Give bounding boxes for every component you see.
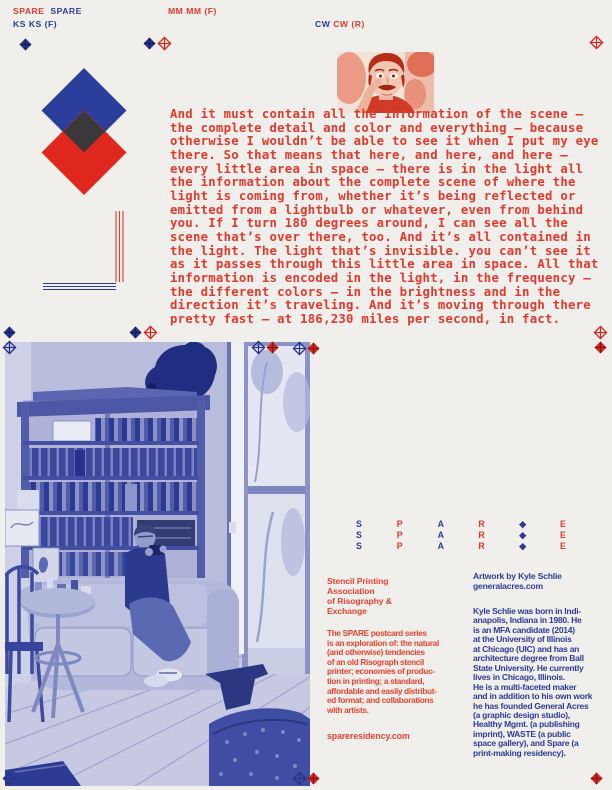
spare-letter-row-line: P — [396, 530, 403, 540]
spare-letter-row-line: ◆ — [519, 530, 527, 540]
corner-rules-graphic — [42, 210, 124, 291]
organization-name-line: Stencil Printing — [327, 576, 389, 586]
artist-bio — [473, 607, 592, 758]
registration-diamond-icon — [589, 35, 604, 50]
brand-blue: SPARE — [50, 6, 82, 16]
registration-diamond-icon — [2, 325, 17, 340]
registration-diamond-icon — [306, 771, 321, 786]
artist-bio-line: Healthy Mgmt. (a publishing — [473, 719, 580, 730]
registration-diamond-icon — [593, 325, 608, 340]
registration-diamond-icon — [306, 341, 321, 356]
artist-bio-line: imprint), WASTE (a public — [473, 728, 571, 739]
organization-name — [327, 576, 392, 616]
registration-diamond-icon — [142, 36, 157, 51]
artwork-credit — [473, 571, 562, 591]
organization-name-line: Association — [327, 586, 375, 596]
quote-text-line: pretty fast — at 186,230 miles per second, in fact. — [170, 311, 561, 326]
quote-text-line: scene that’s over there, too. And it’s all contained in — [170, 229, 591, 244]
series-description-line: The SPARE postcard series — [327, 629, 427, 638]
quote-text-line: the different colors — in the brightness and in the — [170, 284, 561, 299]
artist-bio-line: Kyle Schlie was born in Indi- — [473, 606, 581, 616]
credit-cw-red: CW (R) — [333, 19, 365, 29]
artist-bio-line: anapolis, Indiana in 1980. He — [473, 615, 582, 626]
artwork-credit-label: Artwork by Kyle Schlie — [473, 571, 562, 581]
quote-text-line: information is encoded in the light, in the frequency — — [170, 270, 591, 285]
quote-text-line: every little area in space — there is in the light all — [170, 161, 584, 176]
spare-letter-row-line: ◆ — [519, 541, 527, 551]
spare-letter-row-line: R — [478, 541, 486, 551]
artist-website-link[interactable]: generalacres.com — [473, 581, 543, 591]
spare-letter-row-line: E — [559, 530, 567, 540]
spare-letter-row — [356, 541, 601, 552]
credit-cw-blue: CW — [315, 19, 331, 29]
artist-bio-line: he has founded General Acres — [473, 700, 589, 711]
spare-letter-row-line: P — [396, 541, 403, 551]
spare-letter-row-line: P — [396, 519, 403, 529]
brand-title — [13, 6, 82, 16]
quote-text-line: you. If I turn 180 degrees around, I can see all the — [170, 216, 568, 231]
spare-letter-grid — [356, 519, 601, 552]
registration-diamond-icon — [2, 771, 17, 786]
spare-website-link[interactable]: spareresidency.com — [327, 731, 410, 741]
quote-text-line: emitted from a lightbulb or whatever, even from behind — [170, 202, 584, 217]
registration-diamond-icon — [2, 340, 17, 355]
spare-letter-row-line: R — [478, 530, 486, 540]
artist-bio-line: is an MFA candidate (2014) — [473, 624, 575, 635]
spare-letter-row-line: A — [437, 519, 445, 529]
registration-diamond-icon — [589, 771, 604, 786]
series-description-line: of an old Risograph stencil — [327, 657, 424, 667]
registration-diamond-icon — [292, 341, 307, 356]
spare-letter-row-line: S — [356, 519, 363, 529]
overlapping-diamonds-graphic — [40, 66, 128, 196]
red-duotone-portrait-photo — [337, 52, 434, 113]
series-description-line: printer; economies of produc- — [327, 667, 435, 677]
credit-ks: KS KS (F) — [13, 19, 58, 29]
registration-diamond-icon — [265, 340, 280, 355]
artist-bio-line: and in addition to his own work — [473, 691, 593, 702]
artist-bio-line: architecture degree from Ball — [473, 653, 584, 664]
organization-name-line: of Risography & — [327, 596, 392, 606]
quote-text-line: there. So that means that here, and here, and here — — [170, 147, 568, 162]
spare-letter-row-line: R — [478, 519, 486, 529]
artist-bio-line: print-making residency). — [473, 747, 566, 758]
quote-text-line: the light. The light that’s invisible. you can’t see it — [170, 243, 591, 258]
spare-letter-row — [356, 530, 601, 541]
artist-bio-line: He is a multi-faceted maker — [473, 681, 577, 692]
registration-diamond-icon — [157, 36, 172, 51]
artist-bio-line: at the University of Illinois — [473, 634, 572, 645]
registration-diamond-icon — [18, 37, 33, 52]
spare-letter-row-line: E — [559, 541, 567, 551]
quote-text-line: the complete detail and color and everything — because — [170, 120, 584, 135]
spare-letter-row-line: ◆ — [519, 519, 527, 529]
artist-bio-line: State University. He currently — [473, 662, 584, 673]
spare-letter-row-line: E — [559, 519, 567, 529]
brand-red: SPARE — [13, 6, 45, 16]
spare-letter-row-line: A — [437, 541, 445, 551]
quote-text — [170, 108, 612, 327]
organization-name-line: Exchange — [327, 606, 367, 616]
spare-letter-row-line: A — [437, 530, 445, 540]
artist-bio-line: at Chicago (UIC) and has an — [473, 643, 580, 654]
credit-cw — [315, 19, 365, 29]
artist-bio-line: (a graphic design studio), — [473, 709, 570, 720]
series-description-line: with artists. — [327, 705, 369, 715]
quote-text-line: light is coming from, whether it’s being reflected or — [170, 188, 576, 203]
artist-bio-line: lives in Chicago, Illinois. — [473, 672, 565, 683]
registration-diamond-icon — [143, 325, 158, 340]
registration-diamond-icon — [593, 340, 608, 355]
quote-text-line: the information about the complete scene of where the — [170, 175, 576, 190]
series-description-line: ed format; and collaborations — [327, 696, 434, 706]
window — [242, 342, 310, 674]
artist-bio-line: space gallery), and Spare (a — [473, 738, 579, 749]
series-description-line: (and otherwise) tendencies — [327, 648, 425, 658]
spare-letter-row-line: S — [356, 541, 363, 551]
quote-text-line: And it must contain all the information of the scene — — [170, 107, 584, 121]
spare-letter-row-line: S — [356, 530, 363, 540]
quote-text-line: as it passes through this little area in space. All that — [170, 257, 599, 272]
registration-diamond-icon — [292, 771, 307, 786]
quote-text-line: direction it’s traveling. And it’s moving through there — [170, 298, 591, 313]
spare-letter-row — [356, 519, 601, 530]
blue-duotone-interior-photo — [5, 342, 310, 786]
credit-mm: MM MM (F) — [168, 6, 217, 16]
series-description-line: is an exploration of: the natural — [327, 638, 440, 648]
registration-diamond-icon — [128, 325, 143, 340]
series-description-line: affordable and easily distribut- — [327, 686, 437, 696]
series-description-line: tion in printing; a standard, — [327, 676, 425, 686]
series-description — [327, 629, 439, 715]
quote-text-line: otherwise I wouldn’t be able to see it when I put my eye — [170, 134, 599, 149]
